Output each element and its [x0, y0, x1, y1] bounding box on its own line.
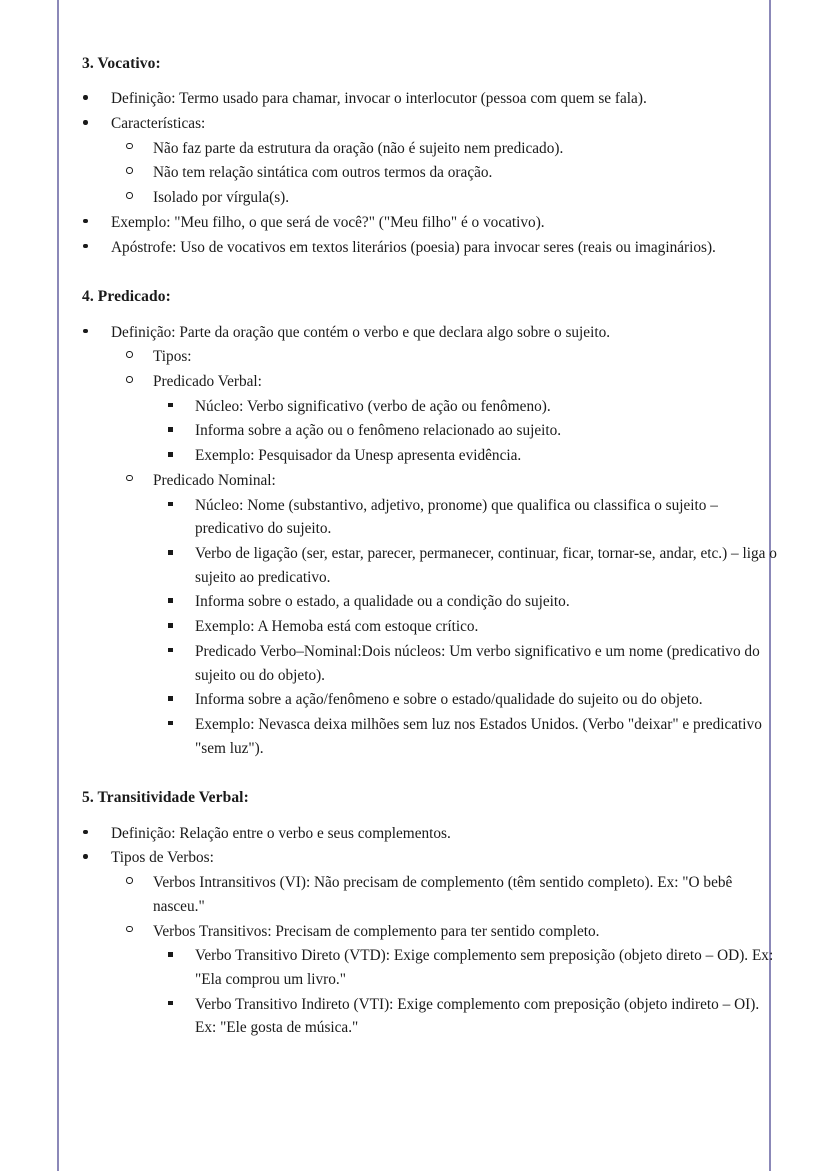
list-item-text: Verbo Transitivo Indireto (VTI): Exige complemento com preposição (objeto indireto – OI). Ex: "Ele gosta de música." — [195, 995, 760, 1037]
list-item-text: Verbo Transitivo Direto (VTD): Exige complemento sem preposição (objeto direto – OD). Ex: "Ela comprou um livro." — [195, 947, 774, 988]
bullet-list-level-2 — [111, 345, 778, 760]
list-item — [125, 161, 778, 185]
list-item-text: Definição: Parte da oração que contém o verbo e que declara algo sobre o sujeito. — [111, 323, 611, 341]
circle-bullet-icon — [125, 161, 143, 185]
list-item-text: Apóstrofe: Uso de vocativos em textos literários (poesia) para invocar seres (reais ou imaginários). — [111, 238, 716, 256]
section-heading: 4. Predicado: — [82, 288, 171, 306]
list-item — [167, 419, 778, 443]
list-item-text: Tipos: — [153, 348, 192, 366]
bullet-list-level-1 — [82, 822, 778, 1040]
circle-bullet-icon — [125, 871, 143, 895]
list-item — [125, 186, 778, 210]
list-item — [82, 822, 778, 846]
square-bullet-icon — [167, 542, 185, 566]
square-bullet-icon — [167, 395, 185, 419]
list-item — [82, 321, 778, 761]
bullet-list-level-1 — [82, 321, 778, 761]
square-bullet-icon — [167, 993, 185, 1017]
list-item-text: Exemplo: "Meu filho, o que será de você?" ("Meu filho" é o vocativo). — [111, 213, 545, 231]
document-section — [82, 287, 778, 760]
disc-bullet-icon — [82, 321, 100, 345]
circle-bullet-icon — [125, 920, 143, 944]
list-item — [167, 590, 778, 614]
list-item — [167, 542, 778, 589]
list-item — [125, 370, 778, 468]
list-item-text: Não tem relação sintática com outros termos da oração. — [153, 164, 493, 182]
list-item-text: Exemplo: Nevasca deixa milhões sem luz nos Estados Unidos. (Verbo "deixar" e predicativo "sem luz"). — [195, 715, 762, 757]
list-item-text: Tipos de Verbos: — [111, 849, 214, 867]
list-item-text: Exemplo: A Hemoba está com estoque crítico. — [195, 618, 479, 636]
square-bullet-icon — [167, 713, 185, 737]
square-bullet-icon — [167, 944, 185, 968]
list-item — [167, 615, 778, 639]
circle-bullet-icon — [125, 469, 143, 493]
square-bullet-icon — [167, 688, 185, 712]
square-bullet-icon — [167, 494, 185, 518]
list-item — [125, 469, 778, 760]
list-item — [167, 444, 778, 468]
bullet-list-level-2 — [111, 137, 778, 210]
list-item-text: Verbos Transitivos: Precisam de complemento para ter sentido completo. — [153, 922, 600, 940]
list-item — [125, 920, 778, 1041]
disc-bullet-icon — [82, 112, 100, 136]
list-item — [125, 345, 778, 369]
list-item-text: Informa sobre o estado, a qualidade ou a condição do sujeito. — [195, 593, 570, 611]
list-item — [125, 871, 778, 918]
disc-bullet-icon — [82, 211, 100, 235]
list-item-text: Predicado Verbo–Nominal:Dois núcleos: Um verbo significativo e um nome (predicativo do sujeito ou do objeto). — [195, 642, 760, 684]
list-item — [167, 688, 778, 712]
list-item-text: Predicado Verbal: — [153, 373, 262, 391]
square-bullet-icon — [167, 640, 185, 664]
section-heading: 3. Vocativo: — [82, 55, 161, 72]
list-item-text: Informa sobre a ação/fenômeno e sobre o estado/qualidade do sujeito ou do objeto. — [195, 691, 703, 709]
list-item-text: Características: — [111, 115, 206, 133]
square-bullet-icon — [167, 590, 185, 614]
list-item-text: Exemplo: Pesquisador da Unesp apresenta evidência. — [195, 447, 522, 465]
list-item — [167, 993, 778, 1040]
list-item — [167, 494, 778, 541]
list-item — [167, 395, 778, 419]
list-item-text: Definição: Relação entre o verbo e seus complementos. — [111, 824, 451, 842]
bullet-list-level-1 — [82, 87, 778, 259]
list-item-text: Predicado Nominal: — [153, 471, 276, 489]
bullet-list-level-3 — [153, 395, 778, 468]
disc-bullet-icon — [82, 87, 100, 111]
list-item — [167, 713, 778, 760]
list-item — [82, 87, 778, 111]
document-section — [82, 788, 778, 1040]
bullet-list-level-2 — [111, 871, 778, 1040]
document-section — [82, 54, 778, 259]
bullet-list-level-3 — [153, 494, 778, 761]
list-item — [82, 211, 778, 235]
list-item — [82, 846, 778, 1040]
list-item-text: Informa sobre a ação ou o fenômeno relacionado ao sujeito. — [195, 422, 562, 440]
list-item-text: Núcleo: Nome (substantivo, adjetivo, pronome) que qualifica ou classifica o sujeito – predicativo do sujeito. — [195, 496, 718, 538]
list-item — [82, 236, 778, 260]
list-item-text: Núcleo: Verbo significativo (verbo de ação ou fenômeno). — [195, 397, 551, 415]
list-item-text: Verbos Intransitivos (VI): Não precisam de complemento (têm sentido completo). Ex: "O bebê nasceu." — [153, 874, 733, 915]
list-item — [167, 944, 778, 991]
circle-bullet-icon — [125, 137, 143, 161]
list-item-text: Verbo de ligação (ser, estar, parecer, permanecer, continuar, ficar, tornar-se, andar, etc.) – liga o sujeito ao predicativo. — [195, 545, 777, 586]
section-heading: 5. Transitividade Verbal: — [82, 789, 249, 807]
disc-bullet-icon — [82, 236, 100, 260]
square-bullet-icon — [167, 615, 185, 639]
list-item-text: Isolado por vírgula(s). — [153, 189, 290, 207]
list-item — [125, 137, 778, 161]
circle-bullet-icon — [125, 345, 143, 369]
list-item-text: Não faz parte da estrutura da oração (não é sujeito nem predicado). — [153, 139, 564, 157]
circle-bullet-icon — [125, 370, 143, 394]
list-item — [82, 112, 778, 210]
list-item — [167, 640, 778, 687]
circle-bullet-icon — [125, 186, 143, 210]
list-item-text: Definição: Termo usado para chamar, invocar o interlocutor (pessoa com quem se fala). — [111, 90, 647, 108]
square-bullet-icon — [167, 419, 185, 443]
disc-bullet-icon — [82, 846, 100, 870]
disc-bullet-icon — [82, 822, 100, 846]
bullet-list-level-3 — [153, 944, 778, 1040]
square-bullet-icon — [167, 444, 185, 468]
